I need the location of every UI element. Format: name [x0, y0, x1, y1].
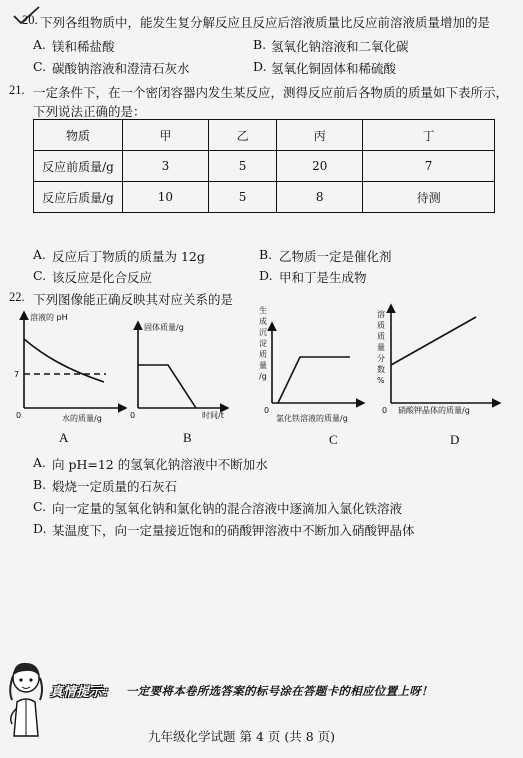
q20-option-b-letter: B. — [253, 37, 267, 52]
q21-option-d-letter: D. — [259, 268, 273, 283]
svg-text:数: 数 — [377, 365, 385, 374]
table-header-cell: 丁 — [363, 120, 495, 151]
solid-mass-line — [138, 365, 196, 408]
table-cell: 反应前质量/g — [34, 151, 123, 182]
q20-option-b-text: 氢氧化钠溶液和二氧化碳 — [271, 39, 409, 54]
table-header-cell: 丙 — [277, 120, 363, 151]
origin-label: 0 — [16, 411, 22, 420]
table-cell: 3 — [123, 151, 209, 182]
origin-label: 0 — [382, 406, 388, 415]
q21-option-c-letter: C. — [33, 268, 47, 283]
x-axis-label: 时间/t — [202, 411, 224, 420]
origin-label: 0 — [130, 411, 136, 420]
question-21-stem-line-2: 下列说法正确的是： — [33, 104, 146, 119]
svg-text:分: 分 — [377, 354, 385, 363]
svg-text:质: 质 — [259, 350, 267, 359]
table-cell: 5 — [208, 182, 277, 213]
q20-option-c-text: 碳酸钠溶液和澄清石灰水 — [52, 61, 190, 76]
tip-text: 一定要将本卷所选答案的标号涂在答题卡的相应位置上呀！ — [126, 684, 433, 698]
table-header-row — [34, 120, 495, 151]
svg-text:溶: 溶 — [377, 310, 385, 319]
q20-option-c-letter: C. — [33, 59, 47, 74]
q20-option-d-text: 氢氧化铜固体和稀硫酸 — [271, 61, 397, 76]
svg-text:沉: 沉 — [259, 328, 267, 337]
table-cell: 待测 — [363, 182, 495, 213]
ph-curve — [24, 339, 104, 382]
q21-option-a-text: 反应后丁物质的质量为 12g — [52, 249, 205, 264]
svg-text:%: % — [377, 376, 385, 385]
table-header-cell: 物质 — [34, 120, 123, 151]
y-axis-label — [259, 305, 267, 381]
svg-text:/g: /g — [259, 372, 267, 381]
q22-option-b-text: 煅烧一定质量的石灰石 — [52, 479, 178, 494]
q21-option-d-text: 甲和丁是生成物 — [279, 270, 367, 285]
graph-b-letter: B — [183, 430, 192, 445]
mass-fraction-line — [391, 317, 476, 365]
table-cell: 10 — [123, 182, 209, 213]
svg-text:质: 质 — [377, 321, 385, 330]
y-axis-label: 溶液的 pH — [30, 313, 68, 322]
svg-text:成: 成 — [259, 317, 267, 326]
cartoon-girl-illustration — [6, 660, 46, 738]
table-cell: 8 — [277, 182, 363, 213]
tick-label-7: 7 — [14, 370, 20, 379]
table-row — [34, 182, 495, 213]
q22-option-d-letter: D. — [33, 521, 47, 536]
graph-c-letter: C — [329, 432, 338, 447]
graph-c-x-axis-label: 氯化铁溶液的质量/g — [276, 414, 348, 423]
y-axis-label: 固体质量/g — [144, 323, 184, 332]
question-21-number: 21. — [9, 83, 25, 97]
svg-text:质: 质 — [377, 332, 385, 341]
q20-option-a-letter: A. — [33, 37, 47, 52]
q22-option-d-text: 某温度下，向一定量接近饱和的硝酸钾溶液中不断加入硝酸钾晶体 — [52, 523, 415, 538]
graph-a — [10, 310, 128, 422]
table-cell: 20 — [277, 151, 363, 182]
graph-c — [256, 303, 366, 413]
graph-d-letter: D — [450, 432, 460, 447]
svg-text:生: 生 — [259, 306, 267, 315]
tip-badge: 真情提示： — [50, 685, 116, 700]
page-footer: 九年级化学试题 第 4 页 (共 8 页) — [148, 729, 336, 744]
table-header-cell: 乙 — [208, 120, 277, 151]
svg-text:淀: 淀 — [259, 339, 267, 348]
precipitate-line — [278, 357, 350, 403]
graph-a-letter: A — [59, 430, 69, 445]
question-21-stem: 一定条件下，在一个密闭容器内发生某反应，测得反应前后各物质的质量如下表所示， — [33, 85, 509, 100]
x-axis-label: 水的质量/g — [62, 414, 102, 423]
mass-data-table — [33, 119, 495, 213]
svg-text:量: 量 — [377, 343, 385, 352]
table-cell: 7 — [363, 151, 495, 182]
q22-option-c-letter: C. — [33, 499, 47, 514]
question-22-stem: 下列图像能正确反映其对应关系的是 — [33, 292, 234, 307]
table-cell: 5 — [208, 151, 277, 182]
y-axis-label — [377, 309, 385, 385]
q22-option-a-text: 向 pH=12 的氢氧化钠溶液中不断加水 — [52, 457, 268, 472]
origin-label: 0 — [264, 406, 270, 415]
question-20-stem: 下列各组物质中，能发生复分解反应且反应后溶液质量比反应前溶液质量增加的是 — [40, 15, 491, 30]
graph-b — [130, 320, 230, 422]
q21-option-a-letter: A. — [33, 247, 47, 262]
graph-d — [374, 303, 504, 415]
q21-option-c-text: 该反应是化合反应 — [52, 270, 153, 285]
q22-option-c-text: 向一定量的氢氧化钠和氯化钠的混合溶液中逐滴加入氯化铁溶液 — [52, 501, 403, 516]
x-axis-label: 硝酸钾晶体的质量/g — [398, 406, 470, 415]
q21-option-b-letter: B. — [259, 247, 273, 262]
question-22-number: 22. — [9, 290, 25, 304]
q20-option-d-letter: D. — [253, 59, 267, 74]
table-cell: 反应后质量/g — [34, 182, 123, 213]
q22-option-b-letter: B. — [33, 477, 47, 492]
q21-option-b-text: 乙物质一定是催化剂 — [279, 249, 392, 264]
question-20-number: 20. — [22, 13, 38, 27]
svg-text:量: 量 — [259, 361, 267, 370]
table-row — [34, 151, 495, 182]
q22-option-a-letter: A. — [33, 455, 47, 470]
q20-option-a-text: 镁和稀盐酸 — [52, 39, 115, 54]
table-header-cell: 甲 — [123, 120, 209, 151]
